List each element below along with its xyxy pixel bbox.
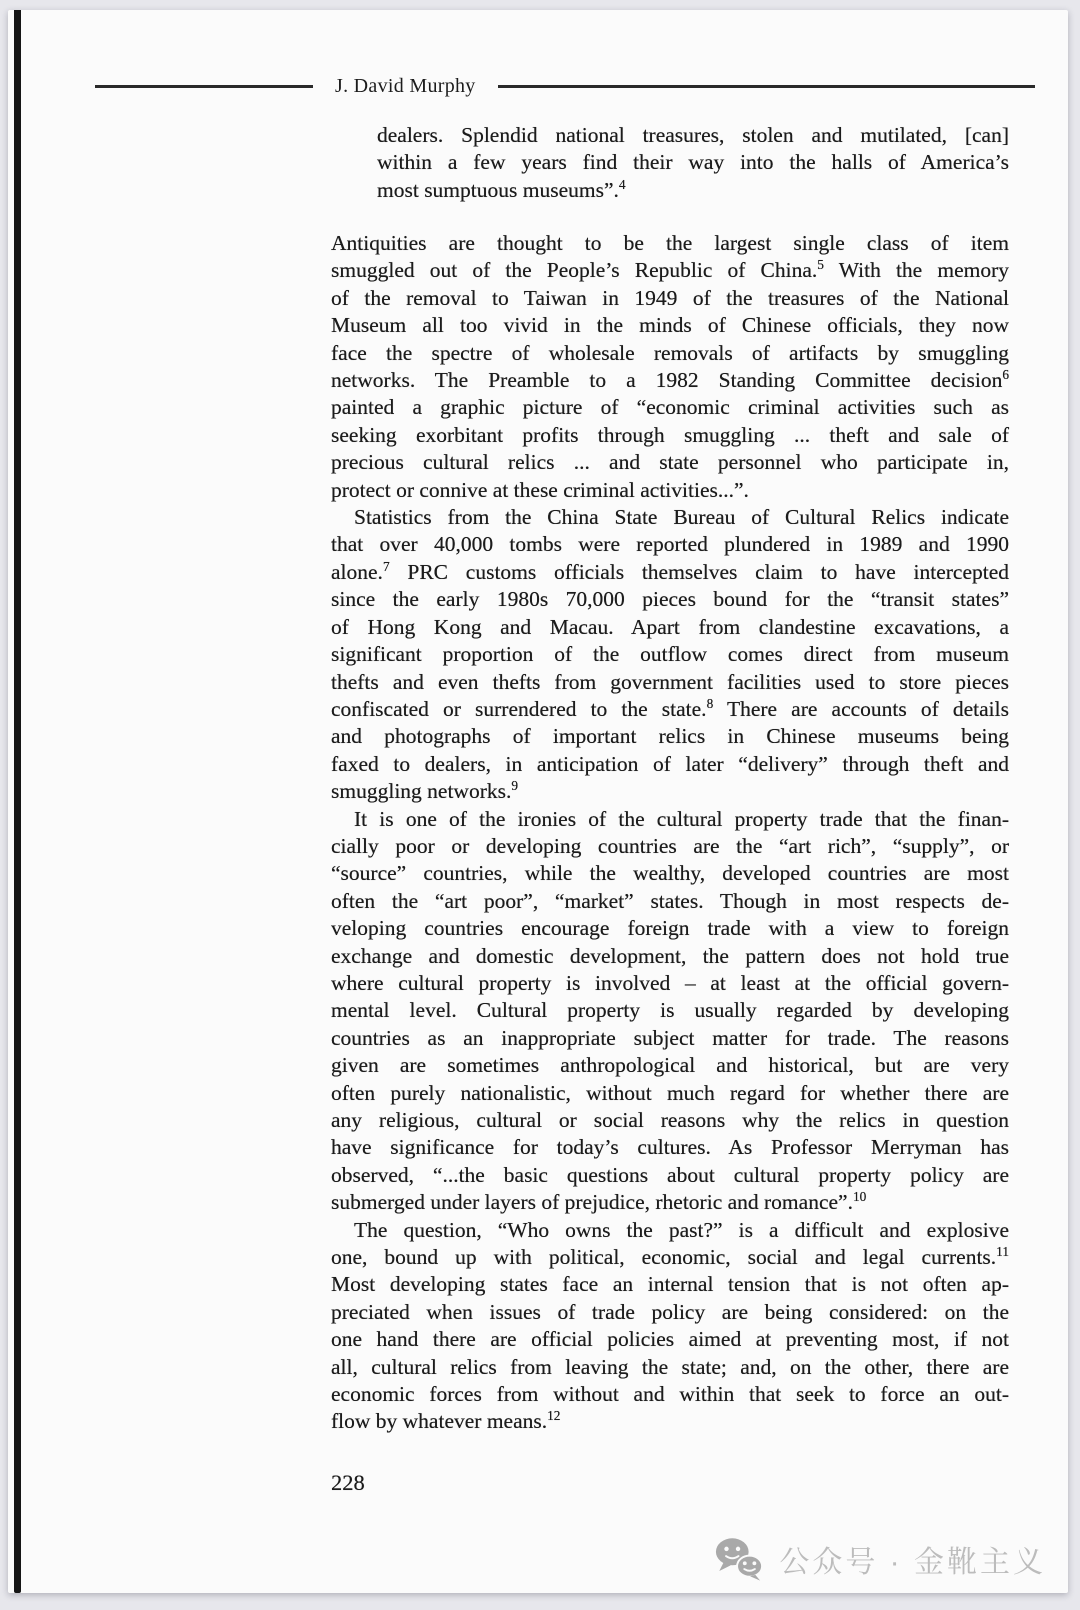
paragraph — [331, 230, 1009, 504]
text-line: It is one of the ironies of the cultural property trade that the finan- — [354, 806, 1009, 831]
watermark-text: 公众号 · 金靴主义 — [779, 1545, 1046, 1579]
text-line: thefts and even thefts from government facilities used to store pieces — [331, 669, 1009, 694]
text-line: given are sometimes anthropological and historical, but are very — [331, 1053, 1009, 1078]
page-spine-shadow — [14, 10, 21, 1593]
text-line: countries as an inappropriate subject matter for trade. The reasons — [331, 1025, 1009, 1050]
text-line: flow by whatever means.$^{12}$ — [331, 1408, 561, 1434]
text-line: “source” countries, while the wealthy, developed countries are most — [331, 861, 1009, 886]
text-line: Most developing states face an internal tension that is not often ap- — [331, 1272, 1009, 1297]
text-line: within a few years find their way into the halls of America’s — [377, 150, 1009, 175]
text-line: where cultural property is involved – at least at the official govern- — [331, 970, 1009, 995]
text-line: painted a graphic picture of “economic criminal activities such as — [331, 395, 1009, 420]
text-line: economic forces from without and within that seek to force an out- — [331, 1382, 1009, 1407]
text-line: often the “art poor”, “market” states. Though in most respects de- — [331, 888, 1009, 913]
text-line: since the early 1980s 70,000 pieces bound for the “transit states” — [331, 587, 1009, 612]
text-line: and photographs of important relics in Chinese museums being — [331, 724, 1009, 749]
header-rule-right — [498, 85, 1035, 88]
text-line: The question, “Who owns the past?” is a difficult and explosive — [354, 1217, 1009, 1242]
text-line: Museum all too vivid in the minds of Chinese officials, they now — [331, 313, 1009, 338]
text-line: Antiquities are thought to be the largest single class of item — [331, 231, 1009, 255]
text-line: all, cultural relics from leaving the state; and, on the other, there are — [331, 1354, 1009, 1379]
text-line: that over 40,000 tombs were reported plundered in 1989 and 1990 — [331, 532, 1009, 557]
text-line: one hand there are official policies aimed at preventing most, if not — [331, 1327, 1009, 1352]
paragraph — [377, 122, 1009, 204]
text-line: observed, “...the basic questions about cultural property policy are — [331, 1162, 1009, 1187]
text-line: significant proportion of the outflow comes direct from museum — [331, 642, 1009, 667]
text-line: faxed to dealers, in anticipation of later “delivery” through theft and — [331, 751, 1009, 776]
text-line: of Hong Kong and Macau. Apart from clandestine excavations, a — [331, 614, 1009, 639]
body-text — [331, 230, 1009, 1436]
text-line: smuggling networks.$^9$ — [331, 777, 519, 804]
paragraph — [331, 806, 1009, 1217]
book-page — [8, 10, 1068, 1593]
paragraph — [331, 504, 1009, 805]
text-line: face the spectre of wholesale removals of artifacts by smuggling — [331, 340, 1009, 365]
text-line: mental level. Cultural property is usually regarded by developing — [331, 998, 1009, 1023]
text-line: veloping countries encourage foreign trade with a view to foreign — [331, 916, 1009, 941]
text-line: precious cultural relics ... and state personnel who participate in, — [331, 450, 1009, 475]
text-line: have significance for today’s cultures. As Professor Merryman has — [331, 1135, 1009, 1160]
text-line: any religious, cultural or social reasons why the relics in question — [331, 1108, 1009, 1132]
text-line: of the removal to Taiwan in 1949 of the treasures of the National — [331, 285, 1009, 310]
page-number: 228 — [331, 1470, 365, 1495]
text-line: Statistics from the China State Bureau of Cultural Relics indicate — [354, 505, 1009, 530]
text-line: most sumptuous museums”.$^4$ — [377, 176, 626, 202]
text-line: seeking exorbitant profits through smuggling ... theft and sale of — [331, 422, 1009, 447]
running-header — [95, 70, 1035, 102]
text-line: protect or connive at these criminal activities...”. — [331, 477, 749, 502]
block-quote — [377, 122, 1009, 204]
text-line: smuggled out of the People’s Republic of China.$^5$ With the memory — [331, 257, 1009, 283]
text-line: networks. The Preamble to a 1982 Standing Committee decision$^6$ — [331, 366, 1009, 393]
text-line: submerged under layers of prejudice, rhetoric and romance”.$^{10}$ — [331, 1189, 867, 1215]
wechat-icon — [714, 1536, 764, 1581]
text-line: alone.$^7$ PRC customs officials themselves claim to have intercepted — [331, 558, 1009, 584]
text-line: one, bound up with political, economic, social and legal currents.$^{11}$ — [331, 1243, 1009, 1270]
text-line: dealers. Splendid national treasures, stolen and mutilated, [can] — [377, 123, 1009, 147]
text-line: cially poor or developing countries are the “art rich”, “supply”, or — [331, 833, 1009, 858]
text-line: exchange and domestic development, the pattern does not hold true — [331, 943, 1009, 968]
watermark — [714, 1536, 1046, 1581]
text-line: confiscated or surrendered to the state.$^8$ There are accounts of details — [331, 695, 1009, 721]
running-header-author: J. David Murphy — [335, 74, 476, 97]
text-line: often purely nationalistic, without much regard for whether there are — [331, 1080, 1009, 1105]
paragraph — [331, 1217, 1009, 1436]
header-rule-left — [95, 85, 313, 88]
text-line: preciated when issues of trade policy are being considered: on the — [331, 1299, 1009, 1324]
